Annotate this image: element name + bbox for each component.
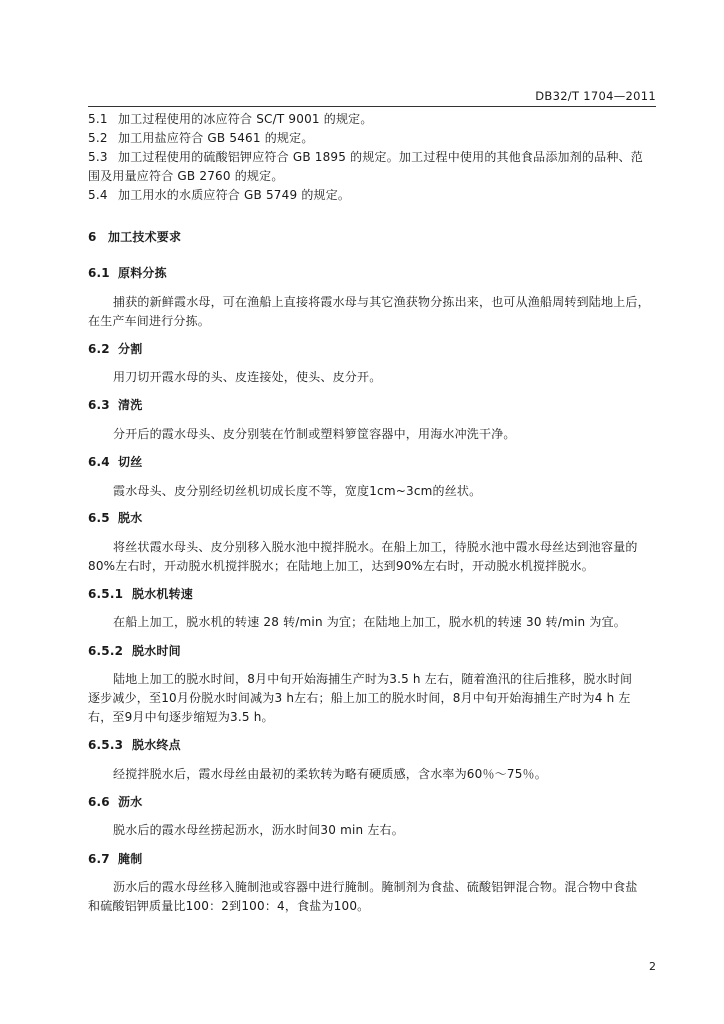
clause-5-3 [88, 149, 656, 165]
clause-5-4 [88, 187, 656, 203]
page-number: 2 [649, 960, 656, 973]
clause-number: 5.1 [88, 112, 108, 126]
section-6-6-heading: 6.6 沥水 [88, 795, 143, 809]
paragraph-line: 霞水母头、皮分别经切丝机切成长度不等，宽度1cm~3cm的丝状。 [113, 484, 482, 498]
clause-5-2 [88, 130, 656, 146]
clause-text: 加工用盐应符合 GB 5461 的规定。 [118, 131, 314, 145]
paragraph-line: 捕获的新鲜霞水母，可在渔船上直接将霞水母与其它渔获物分拣出来，也可从渔船周转到陆地上后， [113, 295, 650, 309]
clause-number: 5.2 [88, 131, 108, 145]
paragraph-line: 用刀切开霞水母的头、皮连接处，使头、皮分开。 [113, 370, 382, 384]
paragraph-line: 经搅拌脱水后，霞水母丝由最初的柔软转为略有硬质感，含水率为60％～75％。 [113, 767, 547, 781]
clause-number: 5.3 [88, 150, 108, 164]
standard-code: DB32/T 1704—2011 [535, 89, 656, 103]
section-6-5-3-heading: 6.5.3 脱水终点 [88, 738, 181, 752]
section-6-1-heading: 6.1 原料分拣 [88, 266, 167, 280]
section-6-3-heading: 6.3 清洗 [88, 398, 143, 412]
section-6-5-2-heading: 6.5.2 脱水时间 [88, 644, 181, 658]
paragraph-line: 将丝状霞水母头、皮分别移入脱水池中搅拌脱水。在船上加工，待脱水池中霞水母丝达到池容量的 [113, 540, 638, 554]
header-rule [88, 106, 656, 107]
section-6-5-1-heading: 6.5.1 脱水机转速 [88, 587, 194, 601]
clause-text: 围及用量应符合 GB 2760 的规定。 [88, 169, 284, 183]
section-6-7-heading: 6.7 腌制 [88, 852, 143, 866]
paragraph-line: 逐步减少，至10月份脱水时间减为3 h左右；船上加工的脱水时间，8月中旬开始海捕生产时为4 h 左 [88, 691, 631, 705]
paragraph-line: 80%左右时，开动脱水机搅拌脱水；在陆地上加工，达到90%左右时，开动脱水机搅拌脱水。 [88, 559, 594, 573]
clause-5-1 [88, 111, 656, 127]
paragraph-line: 沥水后的霞水母丝移入腌制池或容器中进行腌制。腌制剂为食盐、硫酸铝钾混合物。混合物中食盐 [113, 880, 638, 894]
section-6-2-heading: 6.2 分割 [88, 342, 143, 356]
section-6-heading: 6 加工技术要求 [88, 230, 182, 244]
paragraph-line: 脱水后的霞水母丝捞起沥水，沥水时间30 min 左右。 [113, 823, 404, 837]
paragraph-line: 和硫酸铝钾质量比100：2到100：4，食盐为100。 [88, 899, 370, 913]
section-6-4-heading: 6.4 切丝 [88, 455, 143, 469]
paragraph-line: 右，至9月中旬逐步缩短为3.5 h。 [88, 710, 274, 724]
clause-text: 加工过程使用的冰应符合 SC/T 9001 的规定。 [118, 112, 373, 126]
paragraph-line: 陆地上加工的脱水时间，8月中旬开始海捕生产时为3.5 h 左右，随着渔汛的往后推移，脱水时间 [113, 672, 633, 686]
paragraph-line: 分开后的霞水母头、皮分别装在竹制或塑料箩筐容器中，用海水冲洗干净。 [113, 427, 516, 441]
section-6-5-heading: 6.5 脱水 [88, 511, 143, 525]
clause-text: 加工用水的水质应符合 GB 5749 的规定。 [118, 188, 351, 202]
clause-number: 5.4 [88, 188, 108, 202]
paragraph-line: 在生产车间进行分拣。 [88, 314, 211, 328]
paragraph-line: 在船上加工，脱水机的转速 28 转/min 为宜；在陆地上加工，脱水机的转速 30 转/min 为宜。 [113, 615, 626, 629]
clause-5-3-continued [88, 168, 656, 184]
clause-text: 加工过程使用的硫酸铝钾应符合 GB 1895 的规定。加工过程中使用的其他食品添加剂的品种、范 [118, 150, 643, 164]
